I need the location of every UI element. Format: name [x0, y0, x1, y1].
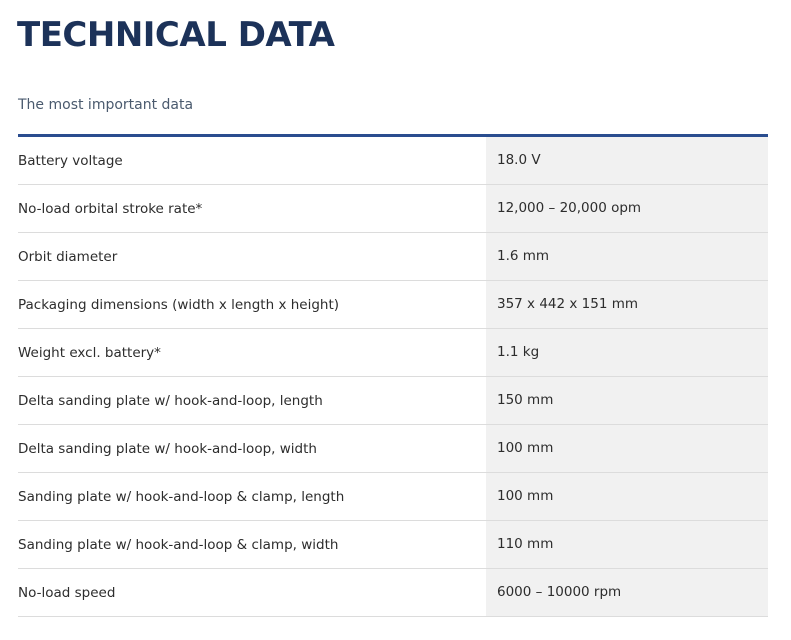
spec-value: 100 mm — [486, 473, 768, 520]
spec-label: Orbit diameter — [18, 249, 118, 265]
table-row — [18, 425, 768, 473]
table-row — [18, 281, 768, 329]
spec-value: 18.0 V — [486, 137, 768, 184]
spec-label: Sanding plate w/ hook-and-loop & clamp, width — [18, 537, 339, 553]
table-row — [18, 233, 768, 281]
spec-value: 150 mm — [486, 377, 768, 424]
spec-label: Delta sanding plate w/ hook-and-loop, length — [18, 393, 323, 409]
table-row — [18, 521, 768, 569]
spec-value: 100 mm — [486, 425, 768, 472]
spec-label: Battery voltage — [18, 153, 123, 169]
spec-value: 357 x 442 x 151 mm — [486, 281, 768, 328]
spec-value: 1.1 kg — [486, 329, 768, 376]
table-row — [18, 377, 768, 425]
spec-label: No-load orbital stroke rate* — [18, 201, 203, 217]
spec-value: 12,000 – 20,000 opm — [486, 185, 768, 232]
spec-label: Delta sanding plate w/ hook-and-loop, width — [18, 441, 317, 457]
table-row — [18, 185, 768, 233]
spec-label: No-load speed — [18, 585, 116, 601]
spec-value: 6000 – 10000 rpm — [486, 569, 768, 616]
spec-value: 110 mm — [486, 521, 768, 568]
table-row — [18, 569, 768, 617]
table-row — [18, 473, 768, 521]
spec-value: 1.6 mm — [486, 233, 768, 280]
table-row — [18, 329, 768, 377]
technical-data-table — [18, 134, 768, 617]
page-title: TECHNICAL DATA — [17, 15, 335, 55]
spec-label: Packaging dimensions (width x length x height) — [18, 297, 340, 313]
spec-label: Sanding plate w/ hook-and-loop & clamp, length — [18, 489, 345, 505]
spec-label: Weight excl. battery* — [18, 345, 161, 361]
section-subtitle: The most important data — [18, 97, 194, 113]
table-row — [18, 137, 768, 185]
